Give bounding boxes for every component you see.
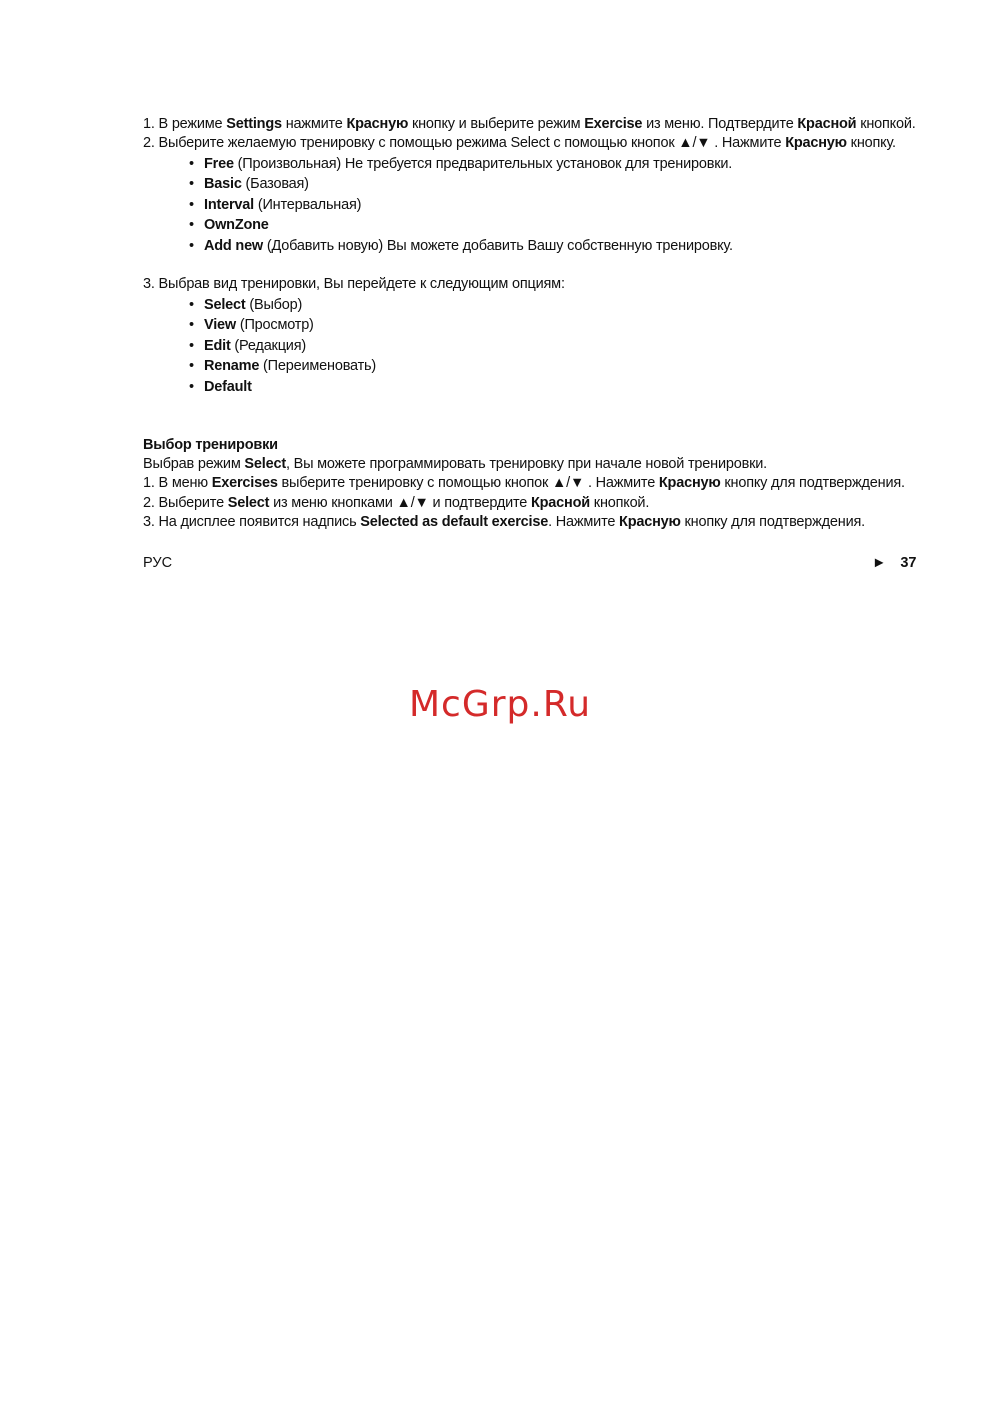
red-button-term: Красную <box>785 135 847 151</box>
exercise-term: Exercise <box>584 116 643 132</box>
footer-language: РУС <box>143 555 173 571</box>
list-item-default <box>189 378 252 397</box>
item-desc: (Добавить новую) Вы можете добавить Вашу собственную тренировку. <box>263 238 733 254</box>
text: кнопку. <box>846 135 896 151</box>
text: кнопку для подтверждения. <box>680 514 865 530</box>
select-term: Select <box>227 495 270 511</box>
exercises-term: Exercises <box>211 475 278 491</box>
watermark: McGrp.Ru <box>408 684 592 725</box>
list-item-rename <box>189 357 376 376</box>
text: кнопкой. <box>589 495 650 511</box>
step-2 <box>143 134 896 153</box>
text: нажмите <box>281 116 347 132</box>
item-name: Basic <box>204 176 242 192</box>
section-intro <box>143 455 767 474</box>
list-item-add-new <box>189 237 733 256</box>
item-desc: (Базовая) <box>241 176 309 192</box>
list-item-edit <box>189 337 306 356</box>
text: 1. В режиме <box>143 116 227 132</box>
list-item-ownzone <box>189 216 269 235</box>
list-item-view <box>189 316 314 335</box>
text: 2. Выберите желаемую тренировку с помощью режима Select с помощью кнопок ▲/▼ . Нажмите <box>143 135 786 151</box>
section-step-3 <box>143 513 865 532</box>
footer-page-number <box>872 554 917 573</box>
page-number: 37 <box>900 555 917 571</box>
red-button-term: Красной <box>531 495 590 511</box>
item-name: Rename <box>204 358 260 374</box>
bullet-icon: • <box>189 317 194 333</box>
list-item-free <box>189 155 732 174</box>
list-item-basic <box>189 175 309 194</box>
text: из меню. Подтвердите <box>642 116 798 132</box>
item-name: Free <box>204 156 234 172</box>
settings-term: Settings <box>226 116 282 132</box>
list-item-select <box>189 296 302 315</box>
bullet-icon: • <box>189 217 194 233</box>
item-name: Select <box>204 297 246 313</box>
text: из меню кнопками ▲/▼ и подтвердите <box>269 495 531 511</box>
item-desc: (Выбор) <box>245 297 303 313</box>
item-name: OwnZone <box>204 217 269 233</box>
text: 2. Выберите <box>143 495 228 511</box>
item-desc: (Редакция) <box>230 338 306 354</box>
text: кнопку и выберите режим <box>408 116 585 132</box>
item-desc: (Интервальная) <box>253 197 362 213</box>
text: кнопкой. <box>856 116 916 132</box>
bullet-icon: • <box>189 297 194 313</box>
red-button-term: Красную <box>619 514 681 530</box>
arrow-right-icon: ► <box>872 555 887 571</box>
step-1 <box>143 115 916 134</box>
bullet-icon: • <box>189 156 194 172</box>
bullet-icon: • <box>189 238 194 254</box>
red-button-term: Красную <box>658 475 721 491</box>
default-exercise-term: Selected as default exercise <box>360 514 549 530</box>
item-desc: (Просмотр) <box>235 317 314 333</box>
red-button-term: Красной <box>797 116 857 132</box>
step-3: 3. Выбрав вид тренировки, Вы перейдете к следующим опциям: <box>143 276 565 292</box>
item-desc: (Переименовать) <box>259 358 377 374</box>
section-step-2 <box>143 494 649 513</box>
text: , Вы можете программировать тренировку при начале новой тренировки. <box>285 456 767 472</box>
text: . Нажмите <box>548 514 620 530</box>
item-name: Interval <box>204 197 254 213</box>
bullet-icon: • <box>189 338 194 354</box>
item-name: View <box>204 317 236 333</box>
section-step-1 <box>143 474 905 493</box>
text: Выбрав режим <box>143 456 245 472</box>
item-desc: (Произвольная) Не требуется предварительных установок для тренировки. <box>233 156 733 172</box>
text: 1. В меню <box>143 475 212 491</box>
item-name: Add new <box>204 238 264 254</box>
bullet-icon: • <box>189 379 194 395</box>
item-name: Default <box>204 379 252 395</box>
bullet-icon: • <box>189 358 194 374</box>
bullet-icon: • <box>189 197 194 213</box>
red-button-term: Красную <box>346 116 409 132</box>
item-name: Edit <box>204 338 231 354</box>
text: 3. На дисплее появится надпись <box>143 514 361 530</box>
list-item-interval <box>189 196 361 215</box>
text: выберите тренировку с помощью кнопок ▲/▼ . Нажмите <box>277 475 659 491</box>
text: кнопку для подтверждения. <box>720 475 905 491</box>
section-heading: Выбор тренировки <box>143 437 278 453</box>
select-term: Select <box>244 456 286 472</box>
bullet-icon: • <box>189 176 194 192</box>
